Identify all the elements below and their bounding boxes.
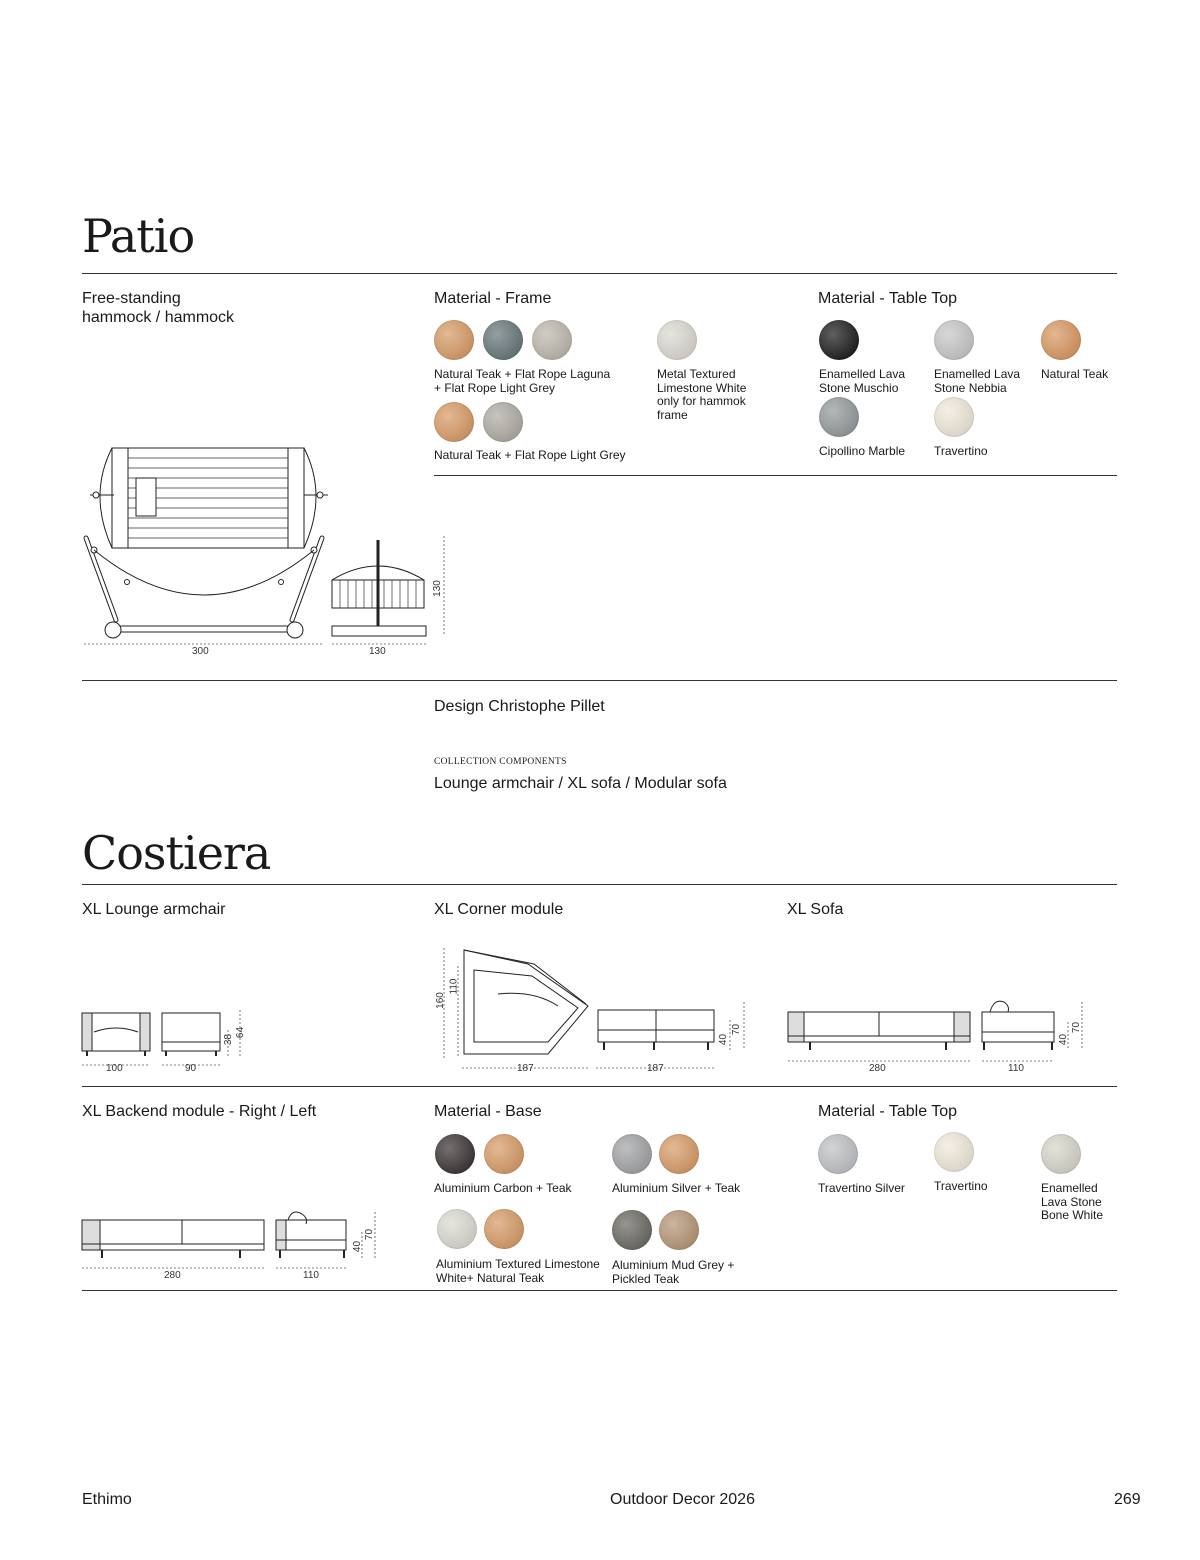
frame-material-heading: Material - Frame: [434, 290, 552, 307]
product-name: XL Lounge armchair: [82, 901, 226, 918]
swatch-label: Travertino Silver: [818, 1181, 905, 1195]
product-name: XL Backend module - Right / Left: [82, 1103, 317, 1120]
swatch-aluminium-carbon[interactable]: [435, 1134, 475, 1174]
swatch-label: Enamelled Lava Stone Muschio: [819, 367, 906, 395]
swatch-label: Aluminium Silver + Teak: [612, 1181, 741, 1195]
swatch-travertino-silver[interactable]: [818, 1134, 858, 1174]
dimension-label: 187: [647, 1063, 664, 1074]
swatch-natural-teak[interactable]: [434, 320, 474, 360]
swatch-lava-stone-nebbia[interactable]: [934, 320, 974, 360]
swatch-aluminium-mud-grey[interactable]: [612, 1210, 652, 1250]
dimension-label: 64: [235, 1026, 247, 1039]
swatch-label: Travertino: [934, 1179, 988, 1193]
dimension-label: 160: [434, 992, 446, 1009]
tabletop-material-heading: Material - Table Top: [818, 290, 958, 307]
swatch-flat-rope-laguna[interactable]: [483, 320, 523, 360]
swatch-label: Cipollino Marble: [819, 444, 906, 458]
product-name: XL Corner module: [434, 901, 564, 918]
divider: [82, 884, 1117, 885]
swatch-cipollino-marble[interactable]: [819, 397, 859, 437]
swatch-travertino[interactable]: [934, 1132, 974, 1172]
divider: [82, 1290, 1117, 1291]
dimension-label: 187: [517, 1063, 534, 1074]
divider: [82, 273, 1117, 274]
swatch-flat-rope-light-grey[interactable]: [532, 320, 572, 360]
swatch-teak[interactable]: [659, 1134, 699, 1174]
dimension-label: 110: [1008, 1063, 1024, 1074]
divider: [434, 475, 1117, 476]
dimension-label: 110: [448, 978, 460, 995]
swatch-label: Natural Teak + Flat Rope Laguna + Flat Rope Light Grey: [434, 367, 611, 395]
swatch-lava-stone-bone-white[interactable]: [1041, 1134, 1081, 1174]
dimension-label: 130: [369, 646, 386, 657]
swatch-flat-rope-light-grey[interactable]: [483, 402, 523, 442]
footer-brand: Ethimo: [82, 1491, 132, 1508]
swatch-pickled-teak[interactable]: [659, 1210, 699, 1250]
swatch-travertino[interactable]: [934, 397, 974, 437]
xl-sofa-drawing: [786, 998, 1091, 1078]
divider: [82, 1086, 1117, 1087]
swatch-natural-teak[interactable]: [484, 1209, 524, 1249]
collection-components-label: COLLECTION COMPONENTS: [434, 757, 567, 767]
dimension-label: 100: [106, 1063, 123, 1074]
dimension-label: 70: [731, 1023, 743, 1036]
swatch-label: Aluminium Textured Limestone White+ Natural Teak: [436, 1257, 600, 1285]
swatch-natural-teak[interactable]: [1041, 320, 1081, 360]
tabletop-material-heading: Material - Table Top: [818, 1103, 958, 1120]
dimension-label: 40: [1058, 1033, 1070, 1046]
dimension-label: 90: [185, 1063, 197, 1074]
dimension-label: 70: [364, 1228, 376, 1241]
swatch-lava-stone-muschio[interactable]: [819, 320, 859, 360]
collection-components-list: Lounge armchair / XL sofa / Modular sofa: [434, 775, 727, 792]
swatch-aluminium-silver[interactable]: [612, 1134, 652, 1174]
dimension-label: 70: [1071, 1021, 1083, 1034]
divider: [82, 680, 1117, 681]
swatch-teak[interactable]: [484, 1134, 524, 1174]
designer-credit: Design Christophe Pillet: [434, 698, 605, 715]
dimension-label: 40: [718, 1033, 730, 1046]
swatch-label: Natural Teak: [1041, 367, 1109, 381]
base-material-heading: Material - Base: [434, 1103, 542, 1120]
swatch-label: Enamelled Lava Stone Bone White: [1041, 1181, 1104, 1222]
swatch-label: Aluminium Mud Grey + Pickled Teak: [612, 1258, 735, 1286]
swatch-natural-teak[interactable]: [434, 402, 474, 442]
swatch-label: Enamelled Lava Stone Nebbia: [934, 367, 1021, 395]
product-name: Free-standing hammock / hammock: [82, 290, 235, 326]
dimension-label: 110: [303, 1270, 319, 1281]
section-title-costiera: Costiera: [82, 826, 271, 880]
dimension-label: 38: [223, 1033, 235, 1046]
swatch-label: Travertino: [934, 444, 988, 458]
product-name: XL Sofa: [787, 901, 844, 918]
swatch-label: Aluminium Carbon + Teak: [434, 1181, 572, 1195]
swatch-metal-limestone-white[interactable]: [657, 320, 697, 360]
dimension-label: 300: [192, 646, 209, 657]
swatch-aluminium-textured-limestone[interactable]: [437, 1209, 477, 1249]
section-title-patio: Patio: [82, 209, 195, 263]
backend-module-drawing: [82, 1212, 382, 1284]
page-number: 269: [1114, 1491, 1141, 1508]
swatch-label: Natural Teak + Flat Rope Light Grey: [434, 448, 626, 462]
dimension-label: 130: [431, 580, 443, 597]
dimension-label: 280: [869, 1063, 886, 1074]
footer-catalog-title: Outdoor Decor 2026: [610, 1491, 755, 1508]
swatch-label: Metal Textured Limestone White only for hammok frame: [657, 367, 747, 422]
hammock-technical-drawing: [82, 440, 452, 665]
dimension-label: 40: [352, 1240, 364, 1253]
dimension-label: 280: [164, 1270, 181, 1281]
corner-module-drawing: [438, 946, 753, 1076]
